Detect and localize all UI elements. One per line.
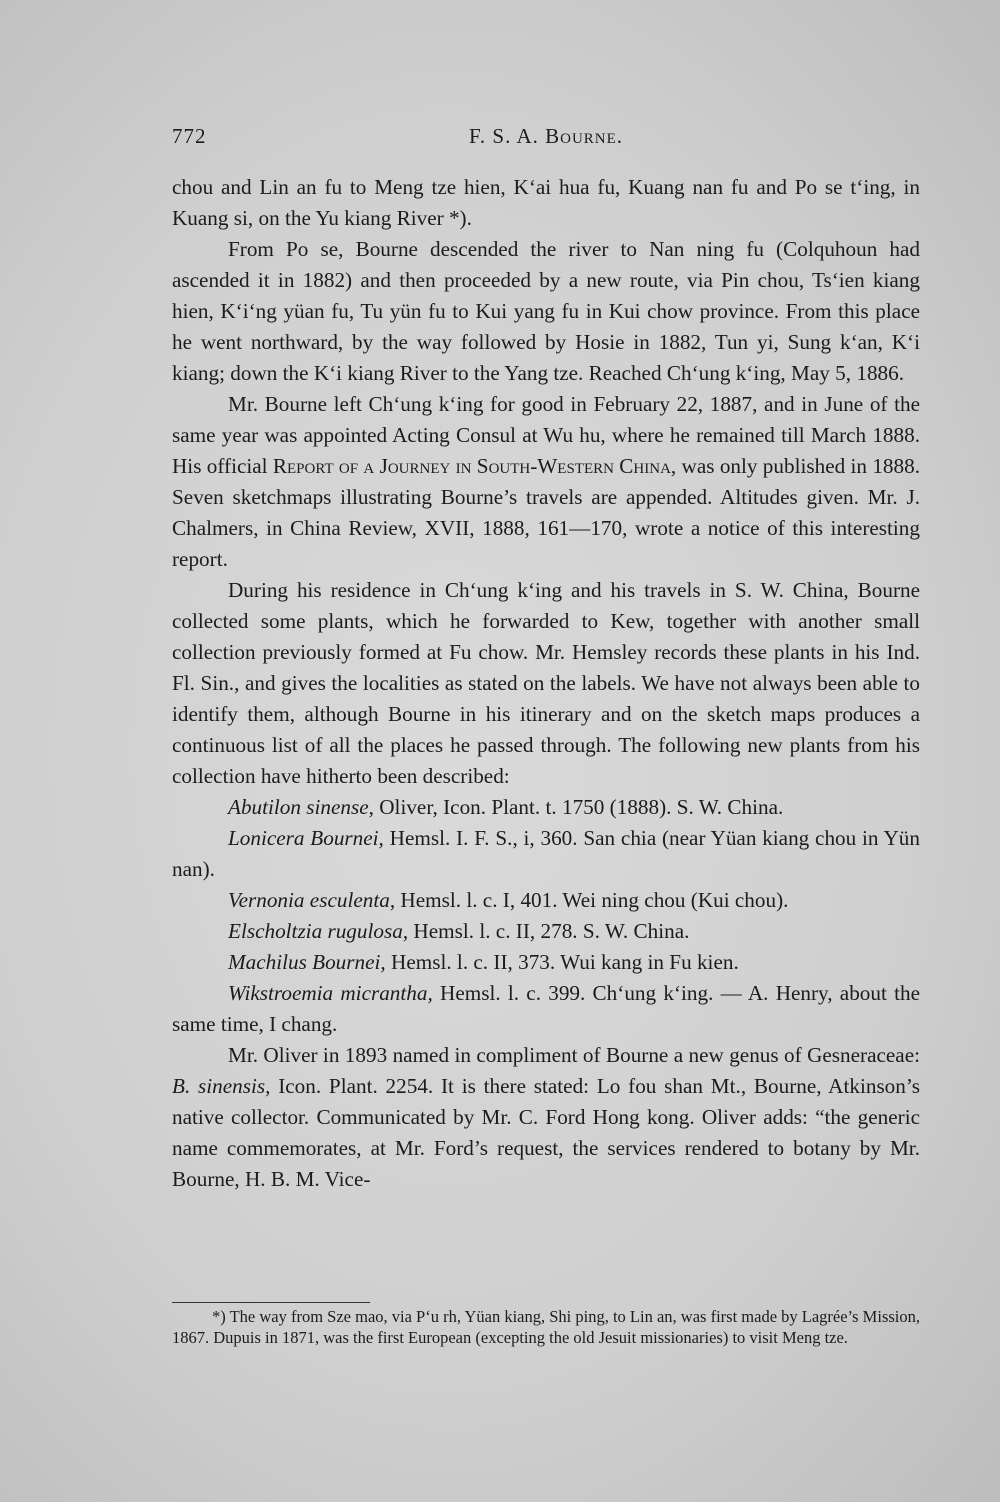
plant-reference: , Hemsl. l. c. II, 373. Wui kang in Fu kien.	[380, 950, 739, 974]
report-title: Report of a Journey in South-Western China	[272, 454, 671, 478]
paragraph-3	[172, 389, 920, 575]
footnote-divider	[172, 1302, 370, 1303]
paragraph-4: During his residence in Ch‘ung k‘ing and his travels in S. W. China, Bourne collected some plants, which he forwarded to Kew, together with another small collection previously formed at Fu chow. Mr. Hemsley records these plants in his Ind. Fl. Sin., and gives the localities as stated on the labels. We have not always been able to identify them, although Bourne in his itinerary and on the sketch maps produces a continuous list of all the places he passed through. The following new plants from his collection have hitherto been described:	[172, 578, 920, 788]
plant-name: Elscholtzia rugulosa	[228, 919, 403, 943]
plant-reference: , Oliver, Icon. Plant. t. 1750 (1888). S. W. China.	[368, 795, 784, 819]
plant-reference: Hemsl. I. F. S., i, 360. San chia (near Yüan kiang chou in Yün nan).	[172, 826, 920, 881]
running-title-initials: F. S. A.	[468, 124, 546, 148]
genus-name: B. sinensis,	[172, 1074, 271, 1098]
page-number: 772	[172, 124, 207, 148]
plant-reference: , Hemsl. l. c. II, 278. S. W. China.	[402, 919, 690, 943]
running-title	[172, 124, 920, 149]
paragraph-5-start: Mr. Oliver in 1893 named in compliment of Bourne a new genus of Gesneraceae:	[228, 1043, 920, 1067]
page-header	[172, 124, 920, 160]
footnote	[172, 1306, 920, 1348]
plant-entry	[172, 885, 920, 916]
plant-reference: , Hemsl. l. c. I, 401. Wei ning chou (Kui chou).	[389, 888, 789, 912]
footnote-text: *) The way from Sze mao, via P‘u rh, Yüan kiang, Shi ping, to Lin an, was first made by Lagrée’s Mission, 1867. Dupuis in 1871, was the first European (excepting the old Jesuit missionaries) to visit Meng tze.	[172, 1307, 920, 1347]
plant-name: Lonicera Bournei,	[228, 826, 384, 850]
paragraph-2: From Po se, Bourne descended the river to Nan ning fu (Colquhoun had ascended it in 1882) and then proceeded by a new route, via Pin chou, Ts‘ien kiang hien, K‘i‘ng yüan fu, Tu yün fu to Kui yang fu in Kui chow province. From this place he went northward, by the way followed by Hosie in 1882, Tun yi, Sung k‘an, K‘i kiang; down the K‘i kiang River to the Yang tze. Reached Ch‘ung k‘ing, May 5, 1886.	[172, 237, 920, 385]
plant-name: Wikstroemia micrantha,	[228, 981, 433, 1005]
plant-name: Vernonia esculenta	[228, 888, 390, 912]
plant-entry	[172, 792, 920, 823]
paragraph-1: chou and Lin an fu to Meng tze hien, K‘ai hua fu, Kuang nan fu and Po se t‘ing, in Kuang si, on the Yu kiang River *).	[172, 175, 920, 230]
paragraph-5	[172, 1040, 920, 1195]
plant-name: Machilus Bournei	[228, 950, 381, 974]
body-text	[172, 172, 920, 1195]
plant-reference: Hemsl. l. c. 399. Ch‘ung k‘ing. — A. Henry, about the same time, I chang.	[172, 981, 920, 1036]
paragraph-3-end: , was only published in 1888. Seven sketchmaps illustrating Bourne’s travels are appended. Altitudes given. Mr. J. Chalmers, in China Review, XVII, 1888, 161—170, wrote a notice of this interesting report.	[172, 454, 920, 571]
plant-entry	[172, 916, 920, 947]
plant-entry	[172, 978, 920, 1040]
paragraph-3-start: Mr. Bourne left Ch‘ung k‘ing for good in February 22, 1887, and in June of the same year was appointed Acting Consul at Wu hu, where he remained till March 1888. His official	[172, 392, 920, 478]
paragraph-5-end: Icon. Plant. 2254. It is there stated: Lo fou shan Mt., Bourne, Atkinson’s native collector. Communicated by Mr. C. Ford Hong kong. Oliver adds: “the generic name commemorates, at Mr. Ford’s request, the services rendered to botany by Mr. Bourne, H. B. M. Vice-	[172, 1074, 921, 1191]
running-title-name: Bourne.	[545, 124, 624, 148]
plant-entry	[172, 823, 920, 885]
plant-name: Abutilon sinense	[228, 795, 369, 819]
plant-entry	[172, 947, 920, 978]
